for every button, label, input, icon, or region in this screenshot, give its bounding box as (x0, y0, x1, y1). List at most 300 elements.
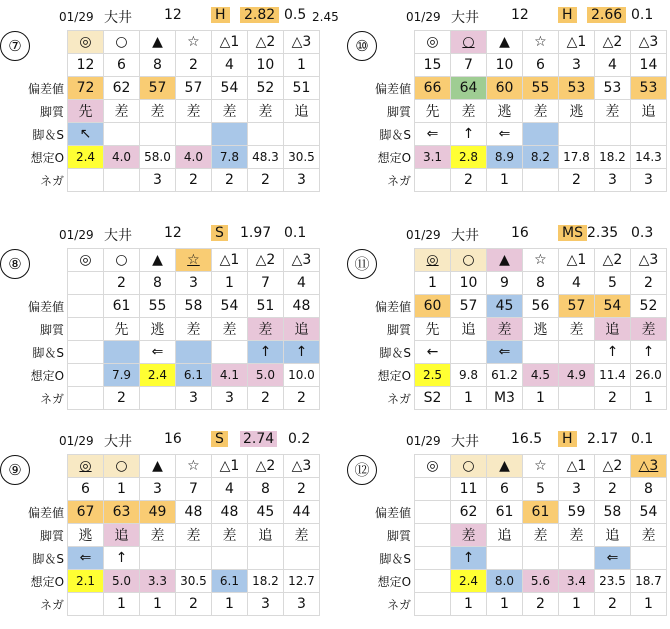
data-cell: 2 (594, 593, 630, 616)
leg-speed-row (28, 547, 320, 570)
data-cell: 1 (558, 593, 594, 616)
running-style-row (375, 524, 667, 547)
mark-symbol: △3 (638, 458, 659, 474)
row-label: 脚＆S (32, 127, 65, 142)
data-cell: 60 (486, 77, 522, 100)
data-cell: 3.1 (415, 146, 451, 169)
data-cell (451, 341, 487, 364)
data-cell: 追 (283, 100, 319, 123)
data-cell: 63 (104, 501, 140, 524)
data-cell (415, 501, 451, 524)
horse-number-row (28, 478, 320, 501)
data-cell: 55 (522, 77, 558, 100)
mark-symbol: △1 (566, 458, 587, 474)
data-cell: 2 (175, 54, 211, 77)
row-label: 脚＆S (32, 345, 65, 360)
mark-symbol: △2 (255, 458, 276, 474)
data-cell (558, 547, 594, 570)
data-cell: 差 (247, 100, 283, 123)
data-cell: 49 (139, 501, 175, 524)
data-cell (415, 478, 451, 501)
data-cell: 2 (211, 169, 247, 192)
data-cell: 3 (211, 387, 247, 410)
data-cell (630, 123, 666, 146)
data-cell: 55 (139, 295, 175, 318)
mark-cell (211, 455, 247, 478)
mark-symbol: △2 (602, 252, 623, 268)
data-cell: 7.8 (211, 146, 247, 169)
row-label: 脚質 (387, 104, 412, 119)
data-cell: 3 (139, 169, 175, 192)
data-cell: ⇐ (594, 547, 630, 570)
data-cell (522, 547, 558, 570)
data-cell: 54 (630, 501, 666, 524)
data-cell (211, 341, 247, 364)
data-cell: 4 (211, 478, 247, 501)
data-cell: 45 (486, 295, 522, 318)
data-cell (415, 570, 451, 593)
data-cell (558, 123, 594, 146)
data-cell: ↑ (630, 341, 666, 364)
data-cell: 3 (283, 593, 319, 616)
grade-badge: S (211, 431, 228, 447)
estimated-odds-row (375, 146, 667, 169)
race-date: 01/29 (59, 228, 94, 242)
venue-name: 大井 (451, 10, 479, 26)
deviation-row (375, 501, 667, 524)
data-cell: 26.0 (630, 364, 666, 387)
score-value: 0.1 (631, 7, 654, 23)
venue-name: 大井 (451, 228, 479, 244)
mark-symbol: ▲ (499, 252, 510, 268)
mark-cell (139, 249, 175, 272)
data-cell: 7 (175, 478, 211, 501)
data-cell: 逃 (139, 318, 175, 341)
data-cell: 5.0 (247, 364, 283, 387)
data-cell (68, 341, 104, 364)
negative-row (375, 593, 667, 616)
mark-cell (415, 31, 451, 54)
prediction-table (375, 30, 667, 192)
mark-cell (139, 31, 175, 54)
mark-symbol: ☆ (187, 458, 200, 474)
mark-symbol: ◎ (426, 34, 439, 50)
data-cell: 3 (283, 169, 319, 192)
data-cell: ↑ (451, 547, 487, 570)
estimated-odds-row (28, 570, 320, 593)
panel-race-11 (351, 220, 667, 406)
data-cell: 4.5 (522, 364, 558, 387)
mark-cell (451, 249, 487, 272)
data-cell (522, 123, 558, 146)
data-cell: ↑ (247, 341, 283, 364)
mark-symbol: ☆ (187, 34, 200, 50)
data-cell (558, 341, 594, 364)
data-cell: 差 (558, 524, 594, 547)
mark-cell (283, 249, 319, 272)
data-cell: 差 (283, 524, 319, 547)
data-cell: 3 (175, 387, 211, 410)
data-cell: 8 (630, 478, 666, 501)
prediction-table (28, 248, 320, 410)
data-cell: 9 (486, 272, 522, 295)
mark-cell (451, 31, 487, 54)
row-label: ネガ (387, 173, 412, 188)
data-cell: 2 (175, 593, 211, 616)
data-cell: 59 (558, 501, 594, 524)
data-cell: 8.2 (522, 146, 558, 169)
data-cell: 3 (594, 169, 630, 192)
estimated-odds-row (375, 364, 667, 387)
data-cell: 2 (558, 169, 594, 192)
data-cell: 51 (283, 77, 319, 100)
data-cell: 57 (175, 77, 211, 100)
race-number-badge: ⑧ (0, 249, 30, 279)
race-date: 01/29 (59, 10, 94, 24)
data-cell (486, 547, 522, 570)
mark-cell (630, 249, 666, 272)
row-label: 脚質 (40, 528, 65, 543)
data-cell: ← (415, 341, 451, 364)
data-cell: 12.7 (283, 570, 319, 593)
mark-symbol: △2 (602, 34, 623, 50)
mark-row (28, 249, 320, 272)
data-cell: 4.0 (104, 146, 140, 169)
race-date: 01/29 (59, 434, 94, 448)
data-cell: 逃 (522, 318, 558, 341)
mark-symbol: △1 (566, 34, 587, 50)
mark-row (375, 249, 667, 272)
row-label (28, 478, 68, 501)
data-cell (175, 341, 211, 364)
leg-speed-row (28, 123, 320, 146)
data-cell: 先 (68, 100, 104, 123)
data-cell (211, 123, 247, 146)
panel-header (4, 426, 320, 452)
data-cell: 23.5 (594, 570, 630, 593)
data-cell (594, 123, 630, 146)
odds-value: 2.17 (587, 431, 619, 447)
data-cell: 3 (139, 478, 175, 501)
data-cell (68, 364, 104, 387)
data-cell: ⇐ (486, 341, 522, 364)
data-cell: 差 (104, 100, 140, 123)
horse-number-row (375, 54, 667, 77)
data-cell: 差 (175, 100, 211, 123)
row-label (28, 249, 68, 272)
mark-cell (594, 249, 630, 272)
data-cell (283, 547, 319, 570)
data-cell: 3 (558, 54, 594, 77)
data-cell: ↑ (594, 341, 630, 364)
mark-cell (630, 455, 666, 478)
data-cell: 差 (451, 524, 487, 547)
race-date: 01/29 (406, 10, 441, 24)
grade-badge: H (558, 431, 577, 447)
mark-cell (415, 249, 451, 272)
field-count: 16 (511, 225, 529, 241)
data-cell: 逃 (68, 524, 104, 547)
negative-row (375, 387, 667, 410)
row-label: 想定O (30, 150, 65, 165)
venue-name: 大井 (451, 434, 479, 450)
estimated-odds-row (375, 570, 667, 593)
data-cell: 7.9 (104, 364, 140, 387)
data-cell: 2 (594, 387, 630, 410)
data-cell: 10 (486, 54, 522, 77)
data-cell (68, 387, 104, 410)
mark-cell (247, 31, 283, 54)
data-cell: 48 (175, 501, 211, 524)
data-cell: 2 (630, 272, 666, 295)
mark-symbol: ▲ (499, 458, 510, 474)
mark-row (28, 455, 320, 478)
data-cell: 6 (104, 54, 140, 77)
row-label: ネガ (40, 597, 65, 612)
mark-symbol: △2 (255, 252, 276, 268)
data-cell: 差 (139, 524, 175, 547)
mark-symbol: △3 (291, 458, 312, 474)
field-count: 12 (164, 7, 182, 23)
data-cell: 64 (451, 77, 487, 100)
mark-cell (451, 455, 487, 478)
negative-row (28, 387, 320, 410)
negative-row (375, 169, 667, 192)
data-cell: 54 (211, 295, 247, 318)
row-label (375, 249, 415, 272)
mark-cell (247, 249, 283, 272)
horse-number-row (375, 272, 667, 295)
mark-symbol: △3 (291, 252, 312, 268)
data-cell (415, 169, 451, 192)
race-number-badge: ⑪ (347, 249, 377, 279)
field-count: 16 (164, 431, 182, 447)
data-cell: 6 (486, 478, 522, 501)
data-cell (139, 123, 175, 146)
venue-name: 大井 (104, 228, 132, 244)
data-cell (68, 272, 104, 295)
data-cell (211, 547, 247, 570)
data-cell: 2.4 (451, 570, 487, 593)
running-style-row (375, 100, 667, 123)
data-cell (522, 169, 558, 192)
data-cell: 差 (630, 318, 666, 341)
data-cell: 48 (283, 295, 319, 318)
score-value: 0.1 (284, 225, 307, 241)
data-cell: 45 (247, 501, 283, 524)
race-number-badge: ⑫ (347, 455, 377, 485)
mark-cell (175, 31, 211, 54)
data-cell: 追 (486, 524, 522, 547)
data-cell: 差 (522, 100, 558, 123)
data-cell: 1 (283, 54, 319, 77)
data-cell: 56 (522, 295, 558, 318)
data-cell: 5 (522, 478, 558, 501)
row-label: ネガ (387, 597, 412, 612)
mark-symbol: △2 (255, 34, 276, 50)
data-cell (247, 547, 283, 570)
mark-symbol: ▲ (152, 252, 163, 268)
mark-symbol: ◎ (79, 458, 92, 474)
mark-cell (139, 455, 175, 478)
data-cell: 差 (211, 318, 247, 341)
data-cell: 2.1 (68, 570, 104, 593)
field-count: 12 (164, 225, 182, 241)
mark-cell (486, 455, 522, 478)
row-label: 想定O (30, 368, 65, 383)
data-cell: ⇐ (486, 123, 522, 146)
venue-name: 大井 (104, 434, 132, 450)
mark-symbol: ○ (115, 252, 128, 268)
data-cell: 2 (175, 169, 211, 192)
data-cell: 62 (451, 501, 487, 524)
row-label: 脚＆S (379, 345, 412, 360)
mark-cell (68, 455, 104, 478)
estimated-odds-row (28, 146, 320, 169)
data-cell (104, 123, 140, 146)
horse-number-row (375, 478, 667, 501)
data-cell: 差 (451, 100, 487, 123)
mark-cell (211, 31, 247, 54)
data-cell: 8.9 (486, 146, 522, 169)
data-cell: 9.8 (451, 364, 487, 387)
data-cell: 追 (594, 524, 630, 547)
data-cell: 53 (630, 77, 666, 100)
data-cell: 2 (247, 169, 283, 192)
data-cell (175, 547, 211, 570)
data-cell: 4.1 (211, 364, 247, 387)
data-cell: 5.6 (522, 570, 558, 593)
data-cell: 6.1 (211, 570, 247, 593)
data-cell (415, 524, 451, 547)
deviation-row (28, 77, 320, 100)
row-label: 偏差値 (28, 299, 65, 314)
data-cell: 66 (415, 77, 451, 100)
data-cell (247, 123, 283, 146)
mark-cell (630, 31, 666, 54)
row-label: 偏差値 (28, 505, 65, 520)
data-cell: 1 (451, 593, 487, 616)
data-cell: 8.0 (486, 570, 522, 593)
data-cell: 1 (486, 593, 522, 616)
data-cell: 5 (594, 272, 630, 295)
data-cell: 53 (558, 77, 594, 100)
data-cell: 1 (486, 169, 522, 192)
mark-cell (558, 31, 594, 54)
score-value: 0.1 (631, 431, 654, 447)
mark-cell (486, 31, 522, 54)
panel-header (351, 2, 667, 28)
panel-race-10 (351, 2, 667, 188)
data-cell: 14.3 (630, 146, 666, 169)
grade-badge: H (211, 7, 230, 23)
leg-speed-row (375, 547, 667, 570)
data-cell: 6 (68, 478, 104, 501)
row-label: 脚＆S (379, 551, 412, 566)
data-cell: 1 (139, 593, 175, 616)
row-label (375, 478, 415, 501)
prediction-table (375, 454, 667, 616)
mark-cell (175, 249, 211, 272)
data-cell: 10.0 (283, 364, 319, 387)
data-cell: 1 (104, 478, 140, 501)
data-cell: 差 (211, 524, 247, 547)
data-cell: 7 (247, 272, 283, 295)
data-cell: 4.0 (175, 146, 211, 169)
data-cell: 60 (415, 295, 451, 318)
data-cell: 追 (283, 318, 319, 341)
row-label (375, 272, 415, 295)
row-label: 脚質 (40, 322, 65, 337)
row-label: 脚＆S (379, 127, 412, 142)
data-cell: 2 (594, 478, 630, 501)
data-cell: 14 (630, 54, 666, 77)
data-cell (139, 547, 175, 570)
score-value: 0.2 (288, 431, 311, 447)
row-label: 偏差値 (375, 505, 412, 520)
data-cell: 8 (247, 478, 283, 501)
data-cell: 2.8 (451, 146, 487, 169)
data-cell: 30.5 (175, 570, 211, 593)
mark-cell (522, 31, 558, 54)
mark-symbol: ○ (462, 252, 475, 268)
data-cell: 逃 (558, 100, 594, 123)
data-cell: ⇐ (415, 123, 451, 146)
mark-symbol: ▲ (152, 458, 163, 474)
row-label (375, 31, 415, 54)
data-cell: 17.8 (558, 146, 594, 169)
mark-symbol: △1 (219, 252, 240, 268)
data-cell: 8 (139, 272, 175, 295)
mark-cell (247, 455, 283, 478)
row-label (28, 31, 68, 54)
row-label (375, 54, 415, 77)
mark-cell (104, 31, 140, 54)
data-cell: 53 (594, 77, 630, 100)
mark-symbol: ○ (462, 458, 475, 474)
odds-value: 2.74 (240, 431, 277, 447)
mark-row (375, 455, 667, 478)
data-cell: 52 (247, 77, 283, 100)
data-cell: 差 (139, 100, 175, 123)
mark-symbol: ◎ (79, 252, 92, 268)
data-cell (630, 547, 666, 570)
race-date: 01/29 (406, 228, 441, 242)
data-cell: 2.4 (68, 146, 104, 169)
leg-speed-row (375, 341, 667, 364)
row-label: ネガ (40, 173, 65, 188)
data-cell: 10 (451, 272, 487, 295)
field-count: 16.5 (511, 431, 543, 447)
data-cell: 4 (558, 272, 594, 295)
data-cell: 61 (522, 501, 558, 524)
mark-cell (68, 249, 104, 272)
panel-race-7 (4, 2, 339, 188)
data-cell: 72 (68, 77, 104, 100)
negative-row (28, 169, 320, 192)
data-cell: 6 (522, 54, 558, 77)
mark-symbol: ◎ (426, 458, 439, 474)
data-cell: 3 (558, 478, 594, 501)
venue-name: 大井 (104, 10, 132, 26)
mark-cell (558, 455, 594, 478)
mark-cell (522, 249, 558, 272)
row-label: 脚質 (387, 528, 412, 543)
data-cell: M3 (486, 387, 522, 410)
data-cell: 差 (630, 524, 666, 547)
data-cell: 追 (451, 318, 487, 341)
mark-cell (594, 455, 630, 478)
